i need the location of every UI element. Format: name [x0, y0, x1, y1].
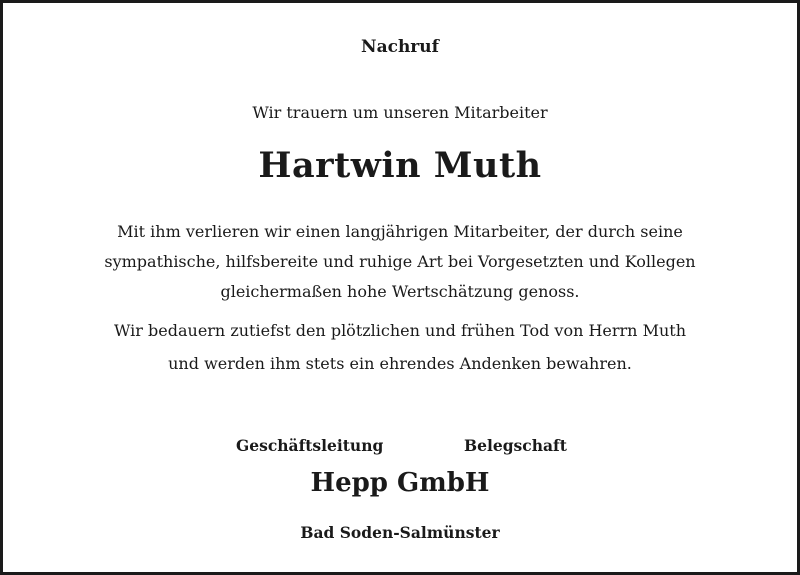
signatory-management: Geschäftsleitung	[236, 436, 384, 455]
company-name: Hepp GmbH	[310, 468, 490, 498]
body-line: Wir bedauern zutiefst den plötzlichen und frühen Tod von Herrn Muth	[114, 321, 686, 340]
notice-heading: Nachruf	[361, 37, 439, 57]
signatory-staff: Belegschaft	[464, 436, 567, 455]
company-location: Bad Soden-Salmünster	[300, 523, 500, 542]
body-line: sympathische, hilfsbereite und ruhige Art bei Vorgesetzten und Kollegen	[104, 252, 696, 271]
intro-text: Wir trauern um unseren Mitarbeiter	[252, 103, 548, 122]
deceased-name: Hartwin Muth	[258, 145, 542, 186]
body-line: gleichermaßen hohe Wertschätzung genoss.	[220, 282, 580, 301]
body-line: Mit ihm verlieren wir einen langjährigen Mitarbeiter, der durch seine	[117, 222, 683, 241]
body-line: und werden ihm stets ein ehrendes Andenken bewahren.	[168, 354, 632, 373]
